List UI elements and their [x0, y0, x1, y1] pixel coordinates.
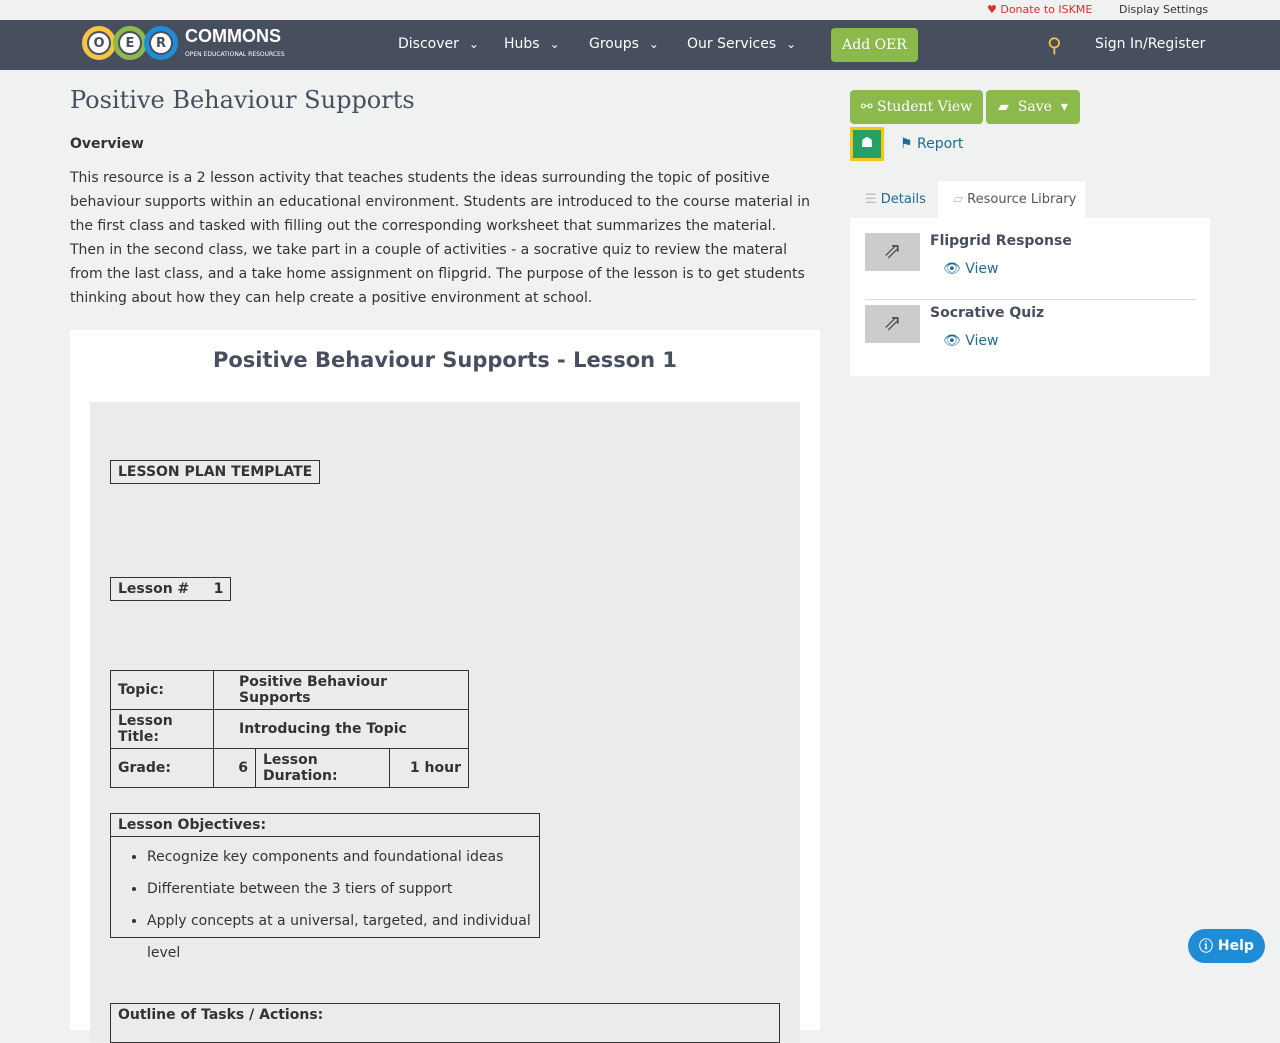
- caret-down-icon: ▾: [1060, 99, 1068, 115]
- help-button[interactable]: [1188, 929, 1265, 963]
- overview-heading: Overview: [70, 136, 144, 152]
- resource-title: Socrative Quiz: [930, 305, 1045, 321]
- save-label: Save: [1017, 99, 1052, 115]
- main-nav: [0, 20, 1280, 70]
- donate-link[interactable]: ♥ Donate to ISKME: [987, 3, 1093, 16]
- report-label: Report: [917, 136, 964, 152]
- tab-resource-library[interactable]: [938, 181, 1085, 218]
- link-icon: ⚯: [860, 99, 873, 115]
- logo-letter: E: [120, 33, 140, 53]
- objective-item: • Differentiate between the 3 tiers of support: [147, 873, 539, 905]
- help-label: Help: [1217, 938, 1254, 954]
- objective-item: • Apply concepts at a universal, targeted, and individual level: [147, 905, 539, 937]
- lesson-info-table: [110, 670, 469, 788]
- grade-value: 6: [214, 749, 256, 788]
- lesson-document: [90, 402, 800, 1042]
- topic-label: Topic:: [111, 671, 214, 710]
- duration-label: Lesson Duration:: [256, 749, 390, 788]
- outline-label: Outline of Tasks / Actions:: [110, 1003, 780, 1043]
- tab-label: Resource Library: [967, 192, 1077, 207]
- flag-icon: ⚑: [900, 136, 913, 152]
- book-icon: ▱: [953, 192, 963, 207]
- nav-our-services[interactable]: Our Services ⌄: [687, 36, 796, 52]
- save-button[interactable]: [986, 90, 1080, 124]
- objectives-label: Lesson Objectives:: [111, 814, 539, 837]
- list-icon: ☰: [865, 192, 877, 207]
- add-oer-button[interactable]: Add OER: [831, 28, 918, 62]
- lesson-heading: Positive Behaviour Supports - Lesson 1: [212, 348, 678, 372]
- resource-library-list: [850, 218, 1210, 376]
- search-icon[interactable]: ⚲: [1047, 33, 1062, 57]
- folder-icon: ▰: [998, 99, 1009, 115]
- logo-brand: COMMONS: [185, 26, 281, 46]
- donate-label: Donate to ISKME: [1000, 3, 1093, 16]
- display-settings-link[interactable]: Display Settings: [1119, 3, 1209, 16]
- tab-details[interactable]: [865, 181, 926, 218]
- student-view-label: Student View: [877, 99, 973, 115]
- grade-label: Grade:: [111, 749, 214, 788]
- student-view-button[interactable]: [850, 90, 983, 124]
- lesson-number: Lesson # 1: [110, 577, 231, 601]
- question-icon: ⓘ: [1199, 939, 1214, 955]
- nav-hubs[interactable]: Hubs ⌄: [504, 36, 560, 52]
- logo-letter: R: [151, 33, 171, 53]
- nav-groups[interactable]: Groups ⌄: [589, 36, 659, 52]
- duration-value: 1 hour: [390, 749, 469, 788]
- topic-value: Positive Behaviour Supports: [214, 671, 469, 710]
- sign-in-link[interactable]: Sign In/Register: [1095, 36, 1206, 52]
- external-link-icon: ⇗: [865, 233, 920, 271]
- page-title: Positive Behaviour Supports: [70, 86, 415, 114]
- title-label: Lesson Title:: [111, 710, 214, 749]
- overview-text: This resource is a 2 lesson activity that teaches students the ideas surrounding the topic of positive behaviour supports within an educational environment. Students are introduced to the course material in the first class and tasked with filling out the corresponding worksheet that summarizes the material. Then in the second class, we take part in a couple of activities - a socrative quiz to review the materal from the last class, and a take home assignment on flipgrid. The purpose of the lesson is to get students thinking about how they can help create a positive environment at school.: [70, 170, 810, 306]
- logo-letter: O: [89, 33, 109, 53]
- report-link[interactable]: [900, 136, 963, 152]
- title-value: Introducing the Topic: [214, 710, 469, 749]
- external-link-icon: ⇗: [865, 305, 920, 343]
- template-label: LESSON PLAN TEMPLATE: [110, 460, 320, 484]
- lesson-panel: [70, 330, 820, 1030]
- objective-item: • Recognize key components and foundational ideas: [147, 841, 539, 873]
- logo-tagline: OPEN EDUCATIONAL RESOURCES: [185, 51, 285, 58]
- nav-discover[interactable]: Discover ⌄: [398, 36, 479, 52]
- google-classroom-icon[interactable]: ☗: [850, 127, 884, 161]
- resource-title: Flipgrid Response: [930, 233, 1072, 249]
- view-link[interactable]: 👁 View: [943, 261, 999, 277]
- utility-bar: [0, 0, 1280, 20]
- view-link[interactable]: 👁 View: [943, 333, 999, 349]
- oer-commons-logo[interactable]: [82, 26, 285, 60]
- tab-label: Details: [880, 192, 926, 207]
- objectives-box: [110, 813, 540, 961]
